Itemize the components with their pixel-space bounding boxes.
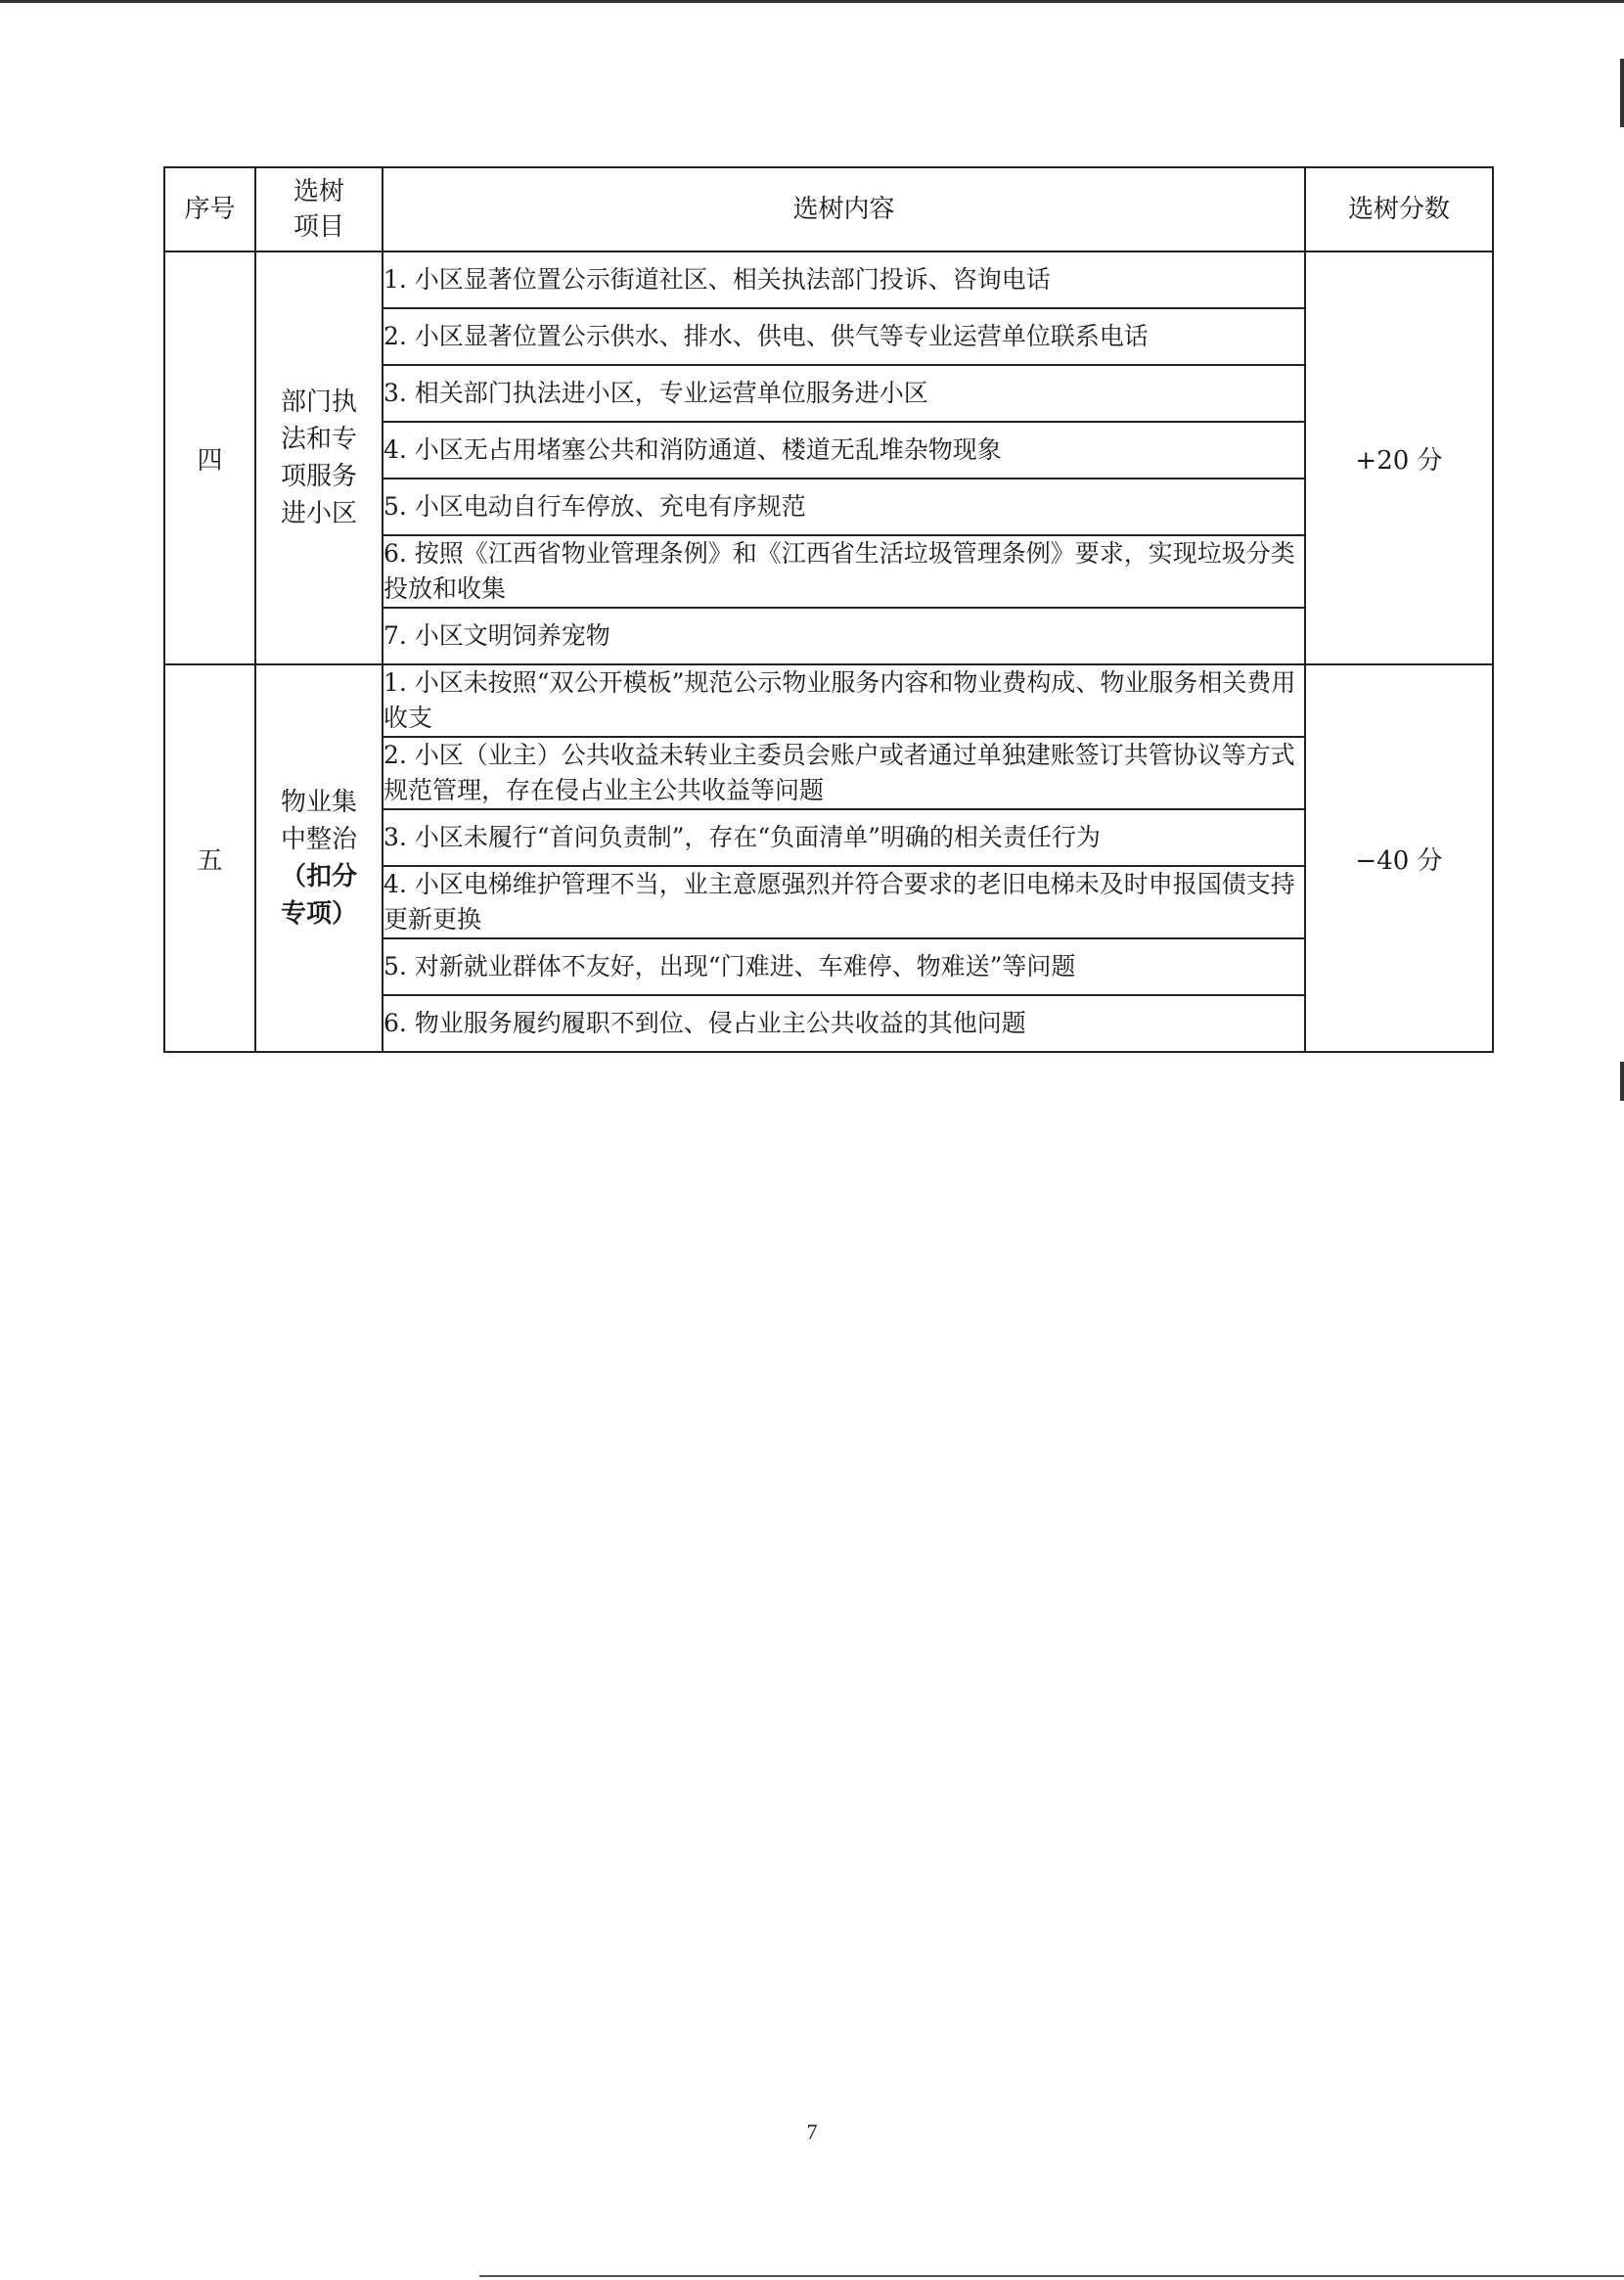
content-item: 3. 相关部门执法进小区，专业运营单位服务进小区: [383, 365, 1305, 422]
page-number: 7: [806, 2120, 818, 2144]
header-content: 选树内容: [383, 167, 1305, 251]
content-item: 6. 物业服务履约履职不到位、侵占业主公共收益的其他问题: [383, 995, 1305, 1052]
table-header-row: [164, 167, 1493, 251]
section-seq: 五: [164, 664, 255, 1052]
section-project: 部门执法和专项服务进小区: [255, 251, 383, 664]
section-score: −40 分: [1305, 664, 1493, 1052]
content-item: 2. 小区显著位置公示供水、排水、供电、供气等专业运营单位联系电话: [383, 308, 1305, 365]
content-item: 1. 小区显著位置公示街道社区、相关执法部门投诉、咨询电话: [383, 251, 1305, 308]
table-row: [164, 664, 1493, 737]
content-item: 3. 小区未履行“首问负责制”，存在“负面清单”明确的相关责任行为: [383, 809, 1305, 866]
scan-edge-top: [0, 0, 1624, 3]
scan-edge-mark: [1620, 1062, 1624, 1101]
section-project: [255, 664, 383, 1052]
table-row: [164, 251, 1493, 308]
content-item: 5. 对新就业群体不友好，出现“门难进、车难停、物难送”等问题: [383, 938, 1305, 995]
scan-edge-bottom: [479, 2275, 1624, 2277]
section-project-note: （扣分专项）: [280, 862, 357, 929]
evaluation-table: [163, 166, 1494, 1053]
section-project-title: 物业集中整治: [280, 788, 357, 854]
header-seq: 序号: [164, 167, 255, 251]
content-item: 6. 按照《江西省物业管理条例》和《江西省生活垃圾管理条例》要求，实现垃圾分类投放和收集: [383, 535, 1305, 608]
content-item: 1. 小区未按照“双公开模板”规范公示物业服务内容和物业费构成、物业服务相关费用收支: [383, 664, 1305, 737]
scan-edge-mark: [1620, 59, 1624, 127]
content-item: 4. 小区电梯维护管理不当，业主意愿强烈并符合要求的老旧电梯未及时申报国债支持更新更换: [383, 866, 1305, 938]
content-item: 7. 小区文明饲养宠物: [383, 608, 1305, 664]
content-item: 5. 小区电动自行车停放、充电有序规范: [383, 479, 1305, 535]
content-item: 2. 小区（业主）公共收益未转业主委员会账户或者通过单独建账签订共管协议等方式规范管理，存在侵占业主公共收益等问题: [383, 737, 1305, 809]
content-item: 4. 小区无占用堵塞公共和消防通道、楼道无乱堆杂物现象: [383, 422, 1305, 479]
header-project: 选树项目: [255, 167, 383, 251]
section-score: +20 分: [1305, 251, 1493, 664]
section-seq: 四: [164, 251, 255, 664]
header-score: 选树分数: [1305, 167, 1493, 251]
